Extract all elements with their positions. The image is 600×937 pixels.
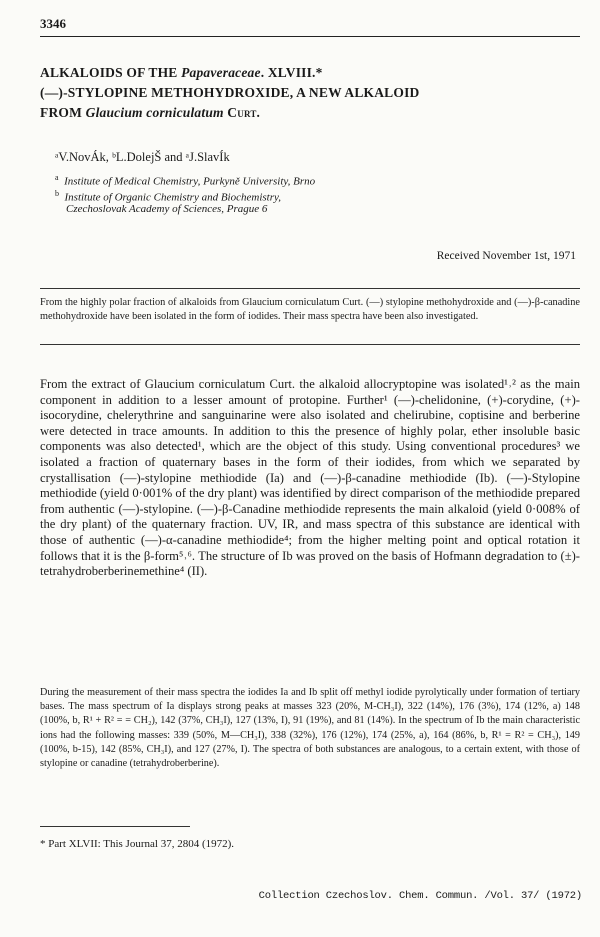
body-paragraph: From the extract of Glaucium corniculatum Curt. the alkaloid allocryptopine was isolated¹˒² as the main component in addition to a lesser amount of protopine. Further¹ (—)-chelidonine, (+)-corydine, (+)-isocorydine, chelerythrine and sanguinarine were also isolated and chelirubine, coptisine and berberine were detected in trace amounts. In addition to this the presence of highly polar, ether insoluble basic components was also detected¹, which are the object of this study. Using conventional procedures³ we isolated a fraction of quaternary bases in the form of their iodides, from which we separated by crystallisation (—)-stylopine methiodide (Ia) and (—)-β-canadine methiodide (Ib). (—)-Stylopine methiodide (yield 0·001% of the dry plant) was identified by direct comparison of the methiodide prepared from authentic (—)-stylopine. (—)-β-Canadine methiodide represents the main alkaloid (yield 0·008% of the dry plant) of the quaternary fraction. UV, IR, and mass spectra of this substance are identical with those of authentic (—)-α-canadine methiodide⁴; from the higher melting point and optical rotation it follows that it is the β-form⁵˒⁶. The structure of Ib was proved on the basis of Hofmann degradation to (±)-tetrahydroberberinemethine⁴ (II). (40, 377, 580, 579)
abstract: From the highly polar fraction of alkaloids from Glaucium corniculatum Curt. (—) stylopine methohydroxide and (—)-β-canadine methohydroxide have been isolated in the form of iodides. Their mass spectra have been also investigated. (40, 297, 580, 322)
affiliation-b-mark: b (55, 189, 59, 198)
journal-footer: Collection Czechoslov. Chem. Commun. /Vol. 37/ (1972) (258, 890, 582, 902)
title-line-1 (40, 64, 580, 82)
affiliation-b-text: Institute of Organic Chemistry and Biochemistry, (64, 191, 282, 204)
received-date: Received November 1st, 1971 (436, 250, 576, 262)
affiliation-b-line-2: Czechoslovak Academy of Sciences, Prague 6 (66, 203, 268, 215)
title-line-1-suffix: . XLVIII.* (260, 65, 323, 80)
footnote-rule (40, 826, 190, 827)
title-line-2: (—)-STYLOPINE METHOHYDROXIDE, A NEW ALKALOID (40, 85, 420, 100)
title-line-1-prefix: ALKALOIDS OF THE (40, 65, 182, 80)
title-line-1-italic: Papaveraceae (181, 65, 261, 80)
header-rule (40, 36, 580, 37)
footnote: * Part XLVII: This Journal 37, 2804 (1972). (40, 838, 235, 850)
page-number: 3346 (40, 16, 66, 31)
affiliation-a-mark: a (55, 173, 59, 182)
authors: ᵃV.NovÁk, ᵇL.DolejŠ and ᵃJ.SlavÍk (55, 150, 230, 164)
mass-spectra-paragraph: During the measurement of their mass spectra the iodides Ia and Ib split off methyl iodide pyrolytically under formation of tertiary bases. The mass spectrum of Ia displays strong peaks at masses 323 (20%, M-CH₃I), 322 (14%), 176 (3%), 174 (12%, a) 148 (100%, b, R¹ + R² = = CH₂), 142 (37%, CH₃I), 127 (13%, I), 91 (19%), and 81 (14%). In the spectrum of Ib the main characteristic ions had the following masses: 339 (50%, M—CH₃I), 338 (32%), 176 (12%), 174 (25%, a), 164 (86%, b, R¹ = R² = CH₃), 149 (100%, b-15), 142 (85%, CH₃I), and 127 (27%, I). The spectra of both substances are analogous, to a certain extent, with those of stylopine or canadine (tetrahydroberberine). (40, 687, 580, 770)
title-line-3-suffix: Curt. (223, 105, 261, 120)
title-line-3 (40, 104, 580, 122)
title-line-3-italic: Glaucium corniculatum (85, 105, 224, 120)
abstract-top-rule (40, 288, 580, 289)
abstract-bottom-rule (40, 344, 580, 345)
affiliation-a-text: Institute of Medical Chemistry, Purkyně University, Brno (64, 175, 316, 188)
title-line-3-prefix: FROM (40, 105, 86, 120)
